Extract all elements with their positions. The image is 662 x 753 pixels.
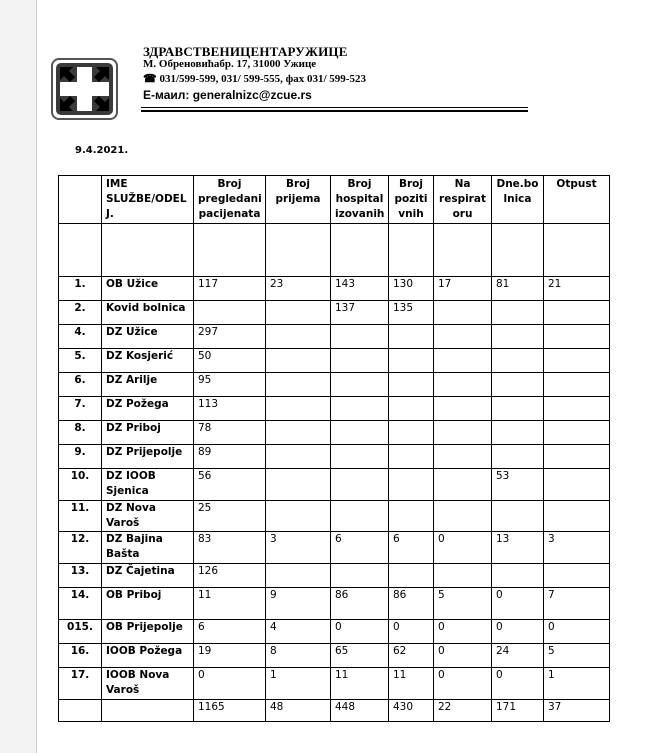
value-cell <box>331 325 389 349</box>
value-cell: 0 <box>194 668 266 700</box>
value-cell <box>389 501 434 532</box>
health-center-logo-icon <box>51 58 118 120</box>
value-cell: 0 <box>434 644 492 668</box>
row-number-cell: 11. <box>59 501 102 532</box>
row-number-cell: 6. <box>59 373 102 397</box>
value-cell: 0 <box>492 588 544 620</box>
table-row <box>59 325 610 349</box>
value-cell <box>434 445 492 469</box>
header-rule-top <box>141 107 528 108</box>
value-cell: 13 <box>492 532 544 564</box>
value-cell: 11 <box>389 668 434 700</box>
table-row <box>59 445 610 469</box>
table-row <box>59 277 610 301</box>
value-cell: 0 <box>389 620 434 644</box>
value-cell <box>266 421 331 445</box>
value-cell: 126 <box>194 564 266 588</box>
table-row <box>59 349 610 373</box>
value-cell <box>389 373 434 397</box>
value-cell <box>544 325 610 349</box>
report-date: 9.4.2021. <box>75 145 129 156</box>
total-cell: 48 <box>266 700 331 722</box>
value-cell: 5 <box>544 644 610 668</box>
table-row <box>59 421 610 445</box>
value-cell: 0 <box>492 668 544 700</box>
value-cell <box>492 397 544 421</box>
column-header-admissions: Broj prijema <box>266 176 331 224</box>
value-cell <box>266 564 331 588</box>
table-row <box>59 644 610 668</box>
table-row <box>59 469 610 501</box>
row-number-cell: 13. <box>59 564 102 588</box>
value-cell: 135 <box>389 301 434 325</box>
unit-name-cell: Kovid bolnica <box>102 301 194 325</box>
value-cell <box>434 373 492 397</box>
value-cell: 6 <box>194 620 266 644</box>
value-cell <box>194 301 266 325</box>
header-row <box>59 176 610 224</box>
table-row <box>59 301 610 325</box>
value-cell: 117 <box>194 277 266 301</box>
unit-name-cell: DZ Arilje <box>102 373 194 397</box>
value-cell <box>434 564 492 588</box>
value-cell: 9 <box>266 588 331 620</box>
column-header-examined: Broj pregledani pacijenata <box>194 176 266 224</box>
row-number-cell: 12. <box>59 532 102 564</box>
value-cell: 19 <box>194 644 266 668</box>
value-cell <box>331 445 389 469</box>
unit-name-cell: DZ Priboj <box>102 421 194 445</box>
value-cell <box>331 373 389 397</box>
value-cell: 0 <box>492 620 544 644</box>
value-cell: 297 <box>194 325 266 349</box>
value-cell: 137 <box>331 301 389 325</box>
value-cell <box>544 469 610 501</box>
table-row <box>59 501 610 532</box>
value-cell: 95 <box>194 373 266 397</box>
value-cell <box>544 421 610 445</box>
value-cell <box>544 301 610 325</box>
value-cell <box>266 501 331 532</box>
value-cell <box>492 301 544 325</box>
value-cell <box>544 349 610 373</box>
value-cell <box>434 325 492 349</box>
row-number-cell: 5. <box>59 349 102 373</box>
value-cell: 50 <box>194 349 266 373</box>
row-number-cell: 1. <box>59 277 102 301</box>
value-cell <box>389 325 434 349</box>
total-cell: 37 <box>544 700 610 722</box>
value-cell: 11 <box>194 588 266 620</box>
value-cell <box>266 325 331 349</box>
value-cell: 8 <box>266 644 331 668</box>
row-number-cell: 015. <box>59 620 102 644</box>
value-cell: 6 <box>331 532 389 564</box>
column-header-day-hospital: Dne.bo lnica <box>492 176 544 224</box>
value-cell <box>492 501 544 532</box>
value-cell <box>389 445 434 469</box>
value-cell <box>389 397 434 421</box>
value-cell <box>389 421 434 445</box>
unit-name-cell: OB Priboj <box>102 588 194 620</box>
value-cell <box>492 325 544 349</box>
value-cell: 62 <box>389 644 434 668</box>
value-cell <box>492 445 544 469</box>
value-cell: 86 <box>389 588 434 620</box>
organization-name: ЗДРАВСТВЕНИЦЕНТАРУЖИЦЕ <box>143 44 348 59</box>
organization-email: Е-маил: generalnizc@zcue.rs <box>143 88 312 102</box>
unit-name-cell: DZ Nova Varoš <box>102 501 194 532</box>
unit-name-cell: IOOB Nova Varoš <box>102 668 194 700</box>
value-cell <box>544 397 610 421</box>
value-cell <box>389 469 434 501</box>
value-cell <box>492 373 544 397</box>
value-cell <box>544 501 610 532</box>
value-cell <box>492 421 544 445</box>
totals-row <box>59 700 610 722</box>
value-cell <box>331 501 389 532</box>
value-cell: 0 <box>434 532 492 564</box>
value-cell: 17 <box>434 277 492 301</box>
value-cell: 7 <box>544 588 610 620</box>
report-table <box>58 175 610 722</box>
row-number-cell: 17. <box>59 668 102 700</box>
value-cell <box>331 564 389 588</box>
total-cell: 1165 <box>194 700 266 722</box>
value-cell <box>434 349 492 373</box>
value-cell: 113 <box>194 397 266 421</box>
value-cell: 21 <box>544 277 610 301</box>
value-cell <box>434 421 492 445</box>
value-cell: 0 <box>434 668 492 700</box>
value-cell: 6 <box>389 532 434 564</box>
value-cell: 0 <box>434 620 492 644</box>
value-cell: 56 <box>194 469 266 501</box>
table-row <box>59 620 610 644</box>
value-cell: 1 <box>544 668 610 700</box>
unit-name-cell: DZ Kosjerić <box>102 349 194 373</box>
value-cell <box>331 421 389 445</box>
column-header-hospitalized: Broj hospital izovanih <box>331 176 389 224</box>
value-cell: 24 <box>492 644 544 668</box>
value-cell <box>331 397 389 421</box>
value-cell: 1 <box>266 668 331 700</box>
total-cell: 171 <box>492 700 544 722</box>
table-row <box>59 588 610 620</box>
value-cell <box>544 564 610 588</box>
total-cell: 448 <box>331 700 389 722</box>
value-cell: 81 <box>492 277 544 301</box>
unit-name-cell: OB Prijepolje <box>102 620 194 644</box>
unit-name-cell: DZ Prijepolje <box>102 445 194 469</box>
column-header-unit: IME SLUŽBE/ODEL J. <box>102 176 194 224</box>
total-cell: 430 <box>389 700 434 722</box>
table-row <box>59 397 610 421</box>
column-header-discharged: Otpust <box>544 176 610 224</box>
value-cell: 83 <box>194 532 266 564</box>
value-cell <box>266 469 331 501</box>
value-cell <box>266 445 331 469</box>
value-cell: 3 <box>266 532 331 564</box>
value-cell: 130 <box>389 277 434 301</box>
table-row <box>59 373 610 397</box>
unit-name-cell: DZ Užice <box>102 325 194 349</box>
unit-name-cell: DZ Bajina Bašta <box>102 532 194 564</box>
blank-row <box>59 224 610 277</box>
table-row <box>59 564 610 588</box>
total-cell: 22 <box>434 700 492 722</box>
unit-name-cell: DZ IOOB Sjenica <box>102 469 194 501</box>
row-number-cell: 2. <box>59 301 102 325</box>
value-cell: 25 <box>194 501 266 532</box>
value-cell <box>434 301 492 325</box>
row-number-cell: 10. <box>59 469 102 501</box>
value-cell <box>434 501 492 532</box>
column-header-number <box>59 176 102 224</box>
row-number-cell: 9. <box>59 445 102 469</box>
value-cell <box>389 564 434 588</box>
value-cell: 78 <box>194 421 266 445</box>
value-cell: 0 <box>544 620 610 644</box>
value-cell: 3 <box>544 532 610 564</box>
value-cell: 89 <box>194 445 266 469</box>
column-header-positive: Broj poziti vnih <box>389 176 434 224</box>
value-cell: 143 <box>331 277 389 301</box>
unit-name-cell: IOOB Požega <box>102 644 194 668</box>
row-number-cell: 16. <box>59 644 102 668</box>
value-cell <box>492 564 544 588</box>
value-cell <box>434 397 492 421</box>
value-cell <box>544 373 610 397</box>
unit-name-cell: OB Užice <box>102 277 194 301</box>
row-number-cell: 7. <box>59 397 102 421</box>
value-cell <box>389 349 434 373</box>
value-cell <box>434 469 492 501</box>
value-cell: 5 <box>434 588 492 620</box>
value-cell <box>266 397 331 421</box>
value-cell: 86 <box>331 588 389 620</box>
value-cell: 11 <box>331 668 389 700</box>
row-number-cell: 14. <box>59 588 102 620</box>
value-cell <box>492 349 544 373</box>
unit-name-cell: DZ Požega <box>102 397 194 421</box>
value-cell: 53 <box>492 469 544 501</box>
value-cell: 4 <box>266 620 331 644</box>
table-row <box>59 532 610 564</box>
value-cell: 23 <box>266 277 331 301</box>
row-number-cell: 4. <box>59 325 102 349</box>
organization-phone: ☎ 031/599-599, 031/ 599-555, фах 031/ 599-523 <box>143 73 366 85</box>
organization-address: М. Обреновићабр. 17, 31000 Ужице <box>143 58 317 70</box>
value-cell: 0 <box>331 620 389 644</box>
value-cell: 65 <box>331 644 389 668</box>
value-cell <box>331 469 389 501</box>
value-cell <box>331 349 389 373</box>
table-row <box>59 668 610 700</box>
value-cell <box>266 349 331 373</box>
column-header-respirator: Na respirat oru <box>434 176 492 224</box>
value-cell <box>544 445 610 469</box>
row-number-cell: 8. <box>59 421 102 445</box>
unit-name-cell: DZ Čajetina <box>102 564 194 588</box>
header-rule-bottom <box>141 110 528 112</box>
value-cell <box>266 373 331 397</box>
value-cell <box>266 301 331 325</box>
